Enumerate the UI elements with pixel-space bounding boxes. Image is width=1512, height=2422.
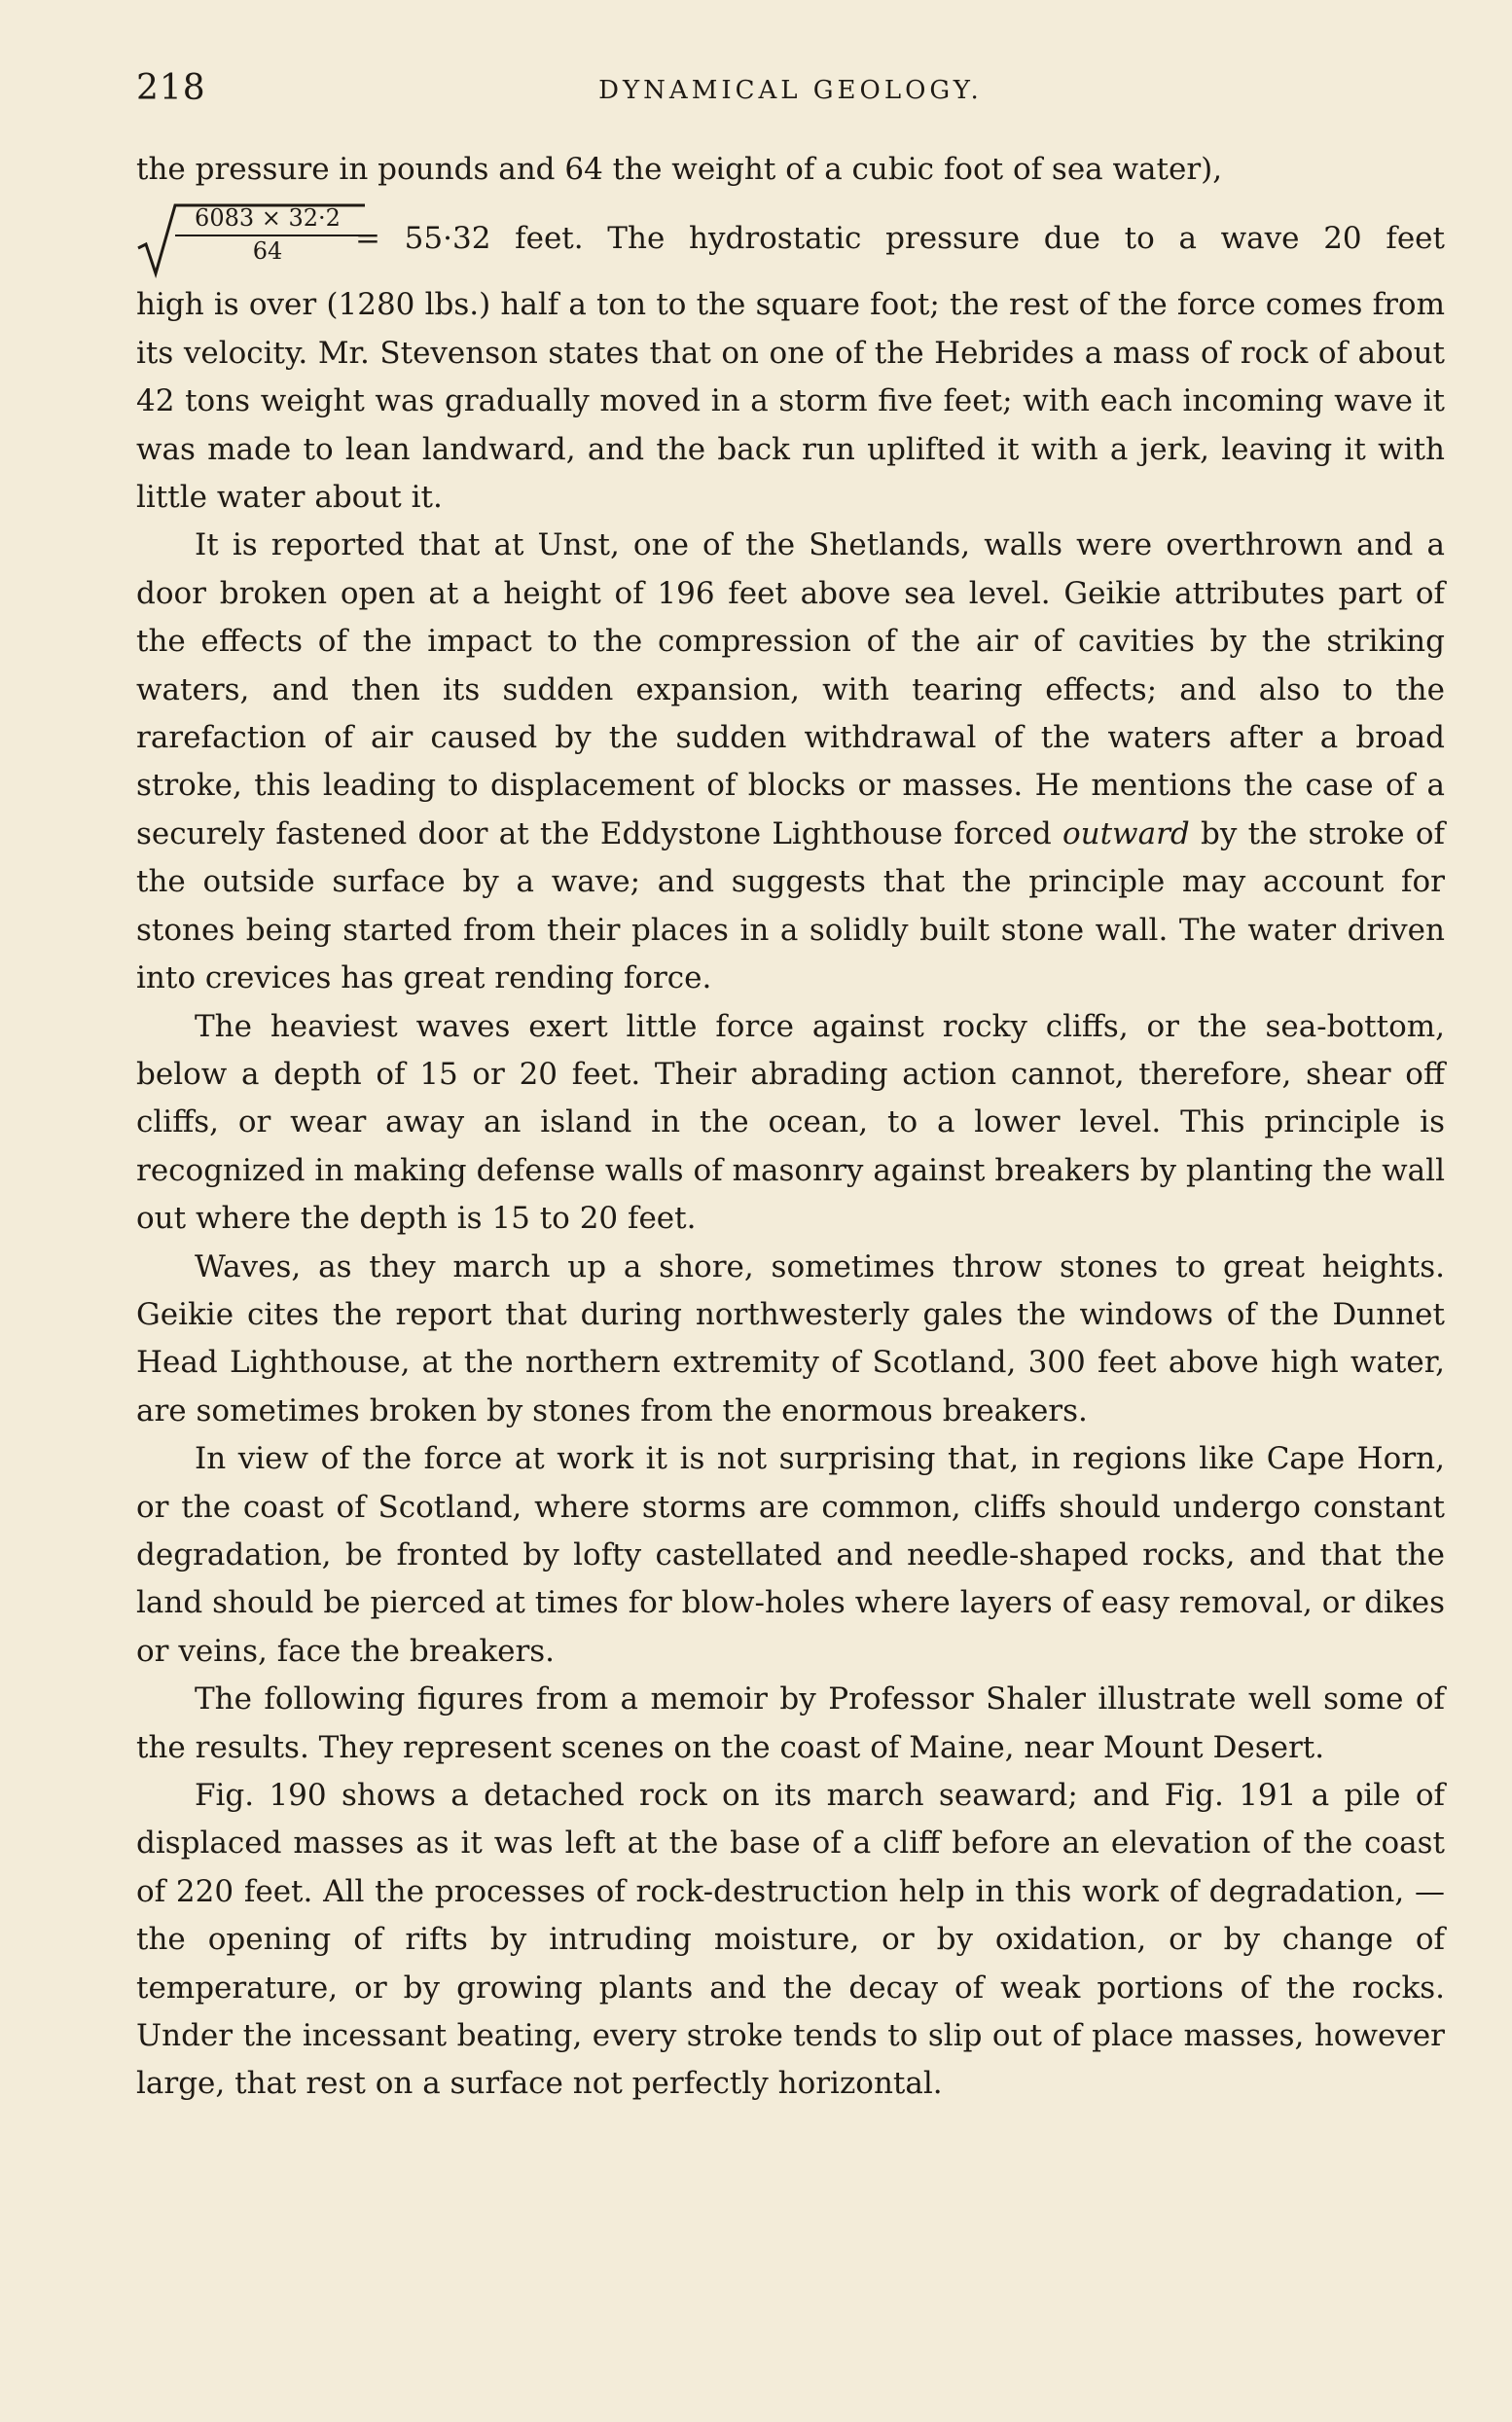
fraction xyxy=(175,203,360,266)
paragraph-text: It is reported that at Unst, one of the Shetlands, walls were overthrown and a door broken open at a height of 196 feet above sea level. Geikie attributes part of the effects of the impact to the compression of the air of cavities by the striking waters, and then its sudden expansion, with tearing effects; and also to the rarefaction of air caused by the sudden withdrawal of the waters after a broad stroke, this leading to displacement of blocks or masses. He mentions the case of a securely fastened door at the Eddystone Lighthouse forced xyxy=(136,527,1445,851)
paragraph: Waves, as they march up a shore, sometimes throw stones to great heights. Geikie cites the report that during northwesterly gales the windows of the Dunnet Head Lighthouse, at the northern extremity of Scotland, 300 feet above high water, are sometimes broken by stones from the enormous breakers. xyxy=(136,1248,1445,1428)
page-body xyxy=(136,146,1445,2109)
square-root-formula xyxy=(136,201,1445,279)
paragraph-continued: high is over (1280 lbs.) half a ton to the square foot; the rest of the force comes from its velocity. Mr. Stevenson states that on one of the Hebrides a mass of rock of about 42 tons weight was gradually moved in a storm five feet; with each incoming wave it was made to lean landward, and the back run uplifted it with a jerk, leaving it with little water about it. xyxy=(136,287,1445,516)
paragraph: Fig. 190 shows a detached rock on its march seaward; and Fig. 191 a pile of displaced masses as it was left at the base of a cliff before an elevation of the coast of 220 feet. All the processes of rock-destruction help in this work of degradation, — the opening of rifts by intruding moisture, or by oxidation, or by change of temperature, or by growing plants and the decay of weak portions of the rocks. Under the incessant beating, every stroke tends to slip out of place masses, however large, that rest on a surface not perfectly horizontal. xyxy=(136,1778,1445,2102)
italic-word: outward xyxy=(1062,815,1190,851)
formula-result-text: = 55·32 feet. The hydrostatic pressure due to a wave 20 feet xyxy=(355,221,1445,257)
paragraph-text: by the stroke of the outside surface by a wave; and suggests that the principle may account for stones being started from their places in a solidly built stone wall. The water driven into crevices has great rending force. xyxy=(136,815,1445,996)
paragraph: The heaviest waves exert little force against rocky cliffs, or the sea-bottom, below a depth of 15 or 20 feet. Their abrading action cannot, therefore, shear off cliffs, or wear away an island in the ocean, to a lower level. This principle is recognized in making defense walls of masonry against breakers by planting the wall out where the depth is 15 to 20 feet. xyxy=(136,1008,1445,1237)
fraction-numerator: 6083 × 32·2 xyxy=(175,203,360,236)
page-header xyxy=(136,68,1445,127)
paragraph: The following figures from a memoir by Professor Shaler illustrate well some of the results. They represent scenes on the coast of Maine, near Mount Desert. xyxy=(136,1681,1445,1765)
fraction-denominator: 64 xyxy=(252,237,283,266)
paragraph-continued-line: the pressure in pounds and 64 the weight of a cubic foot of sea water), xyxy=(136,152,1223,187)
page-number: 218 xyxy=(136,68,206,108)
running-head: DYNAMICAL GEOLOGY. xyxy=(598,76,983,105)
formula-line xyxy=(136,194,1445,281)
paragraph xyxy=(136,522,1445,1002)
paragraph: In view of the force at work it is not surprising that, in regions like Cape Horn, or the coast of Scotland, where storms are common, cliffs should undergo constant degradation, be fronted by lofty castellated and needle-shaped rocks, and that the land should be pierced at times for blow-holes where layers of easy removal, or dikes or veins, face the breakers. xyxy=(136,1441,1445,1669)
